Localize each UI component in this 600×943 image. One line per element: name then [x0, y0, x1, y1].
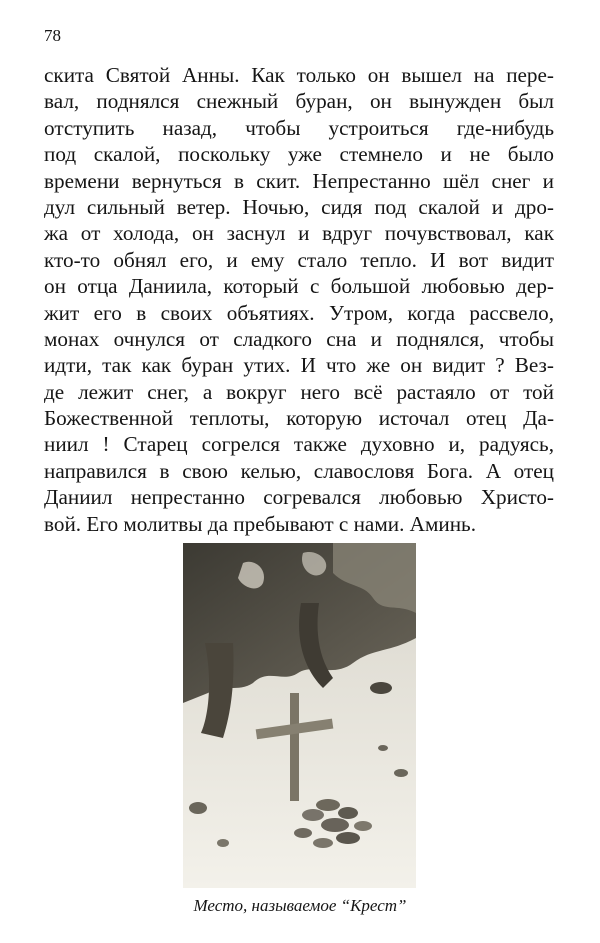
- text-line: идти, так как буран утих. И что же он видит ? Вез-: [44, 353, 554, 378]
- text-line: под скалой, поскольку уже стемнело и не было: [44, 142, 554, 167]
- page-number: 78: [44, 26, 61, 45]
- text-line: монах очнулся от сладкого сна и поднялся, чтобы: [44, 326, 554, 351]
- text-line: Божественной теплоты, которую источал отец Да-: [44, 406, 554, 431]
- text-line: дул сильный ветер. Ночью, сидя под скалой и дро-: [44, 194, 554, 219]
- text-line: жит его в своих объятиях. Утром, когда рассвело,: [44, 300, 554, 325]
- text-line: направился в свою келью, славословя Бога. А отец: [44, 458, 554, 483]
- text-line: вой. Его молитвы да пребывают с нами. Аминь.: [44, 511, 477, 536]
- text-line: отступить назад, чтобы устроиться где-нибудь: [44, 115, 554, 140]
- text-line: де лежит снег, а вокруг него всё растаяло от той: [44, 379, 554, 404]
- text-line: вал, поднялся снежный буран, он вынужден был: [44, 89, 554, 114]
- text-line: он отца Даниила, который с большой любовью дер-: [44, 274, 554, 299]
- text-line: скита Святой Анны. Как только он вышел на пере-: [44, 63, 554, 87]
- body-text: [44, 62, 554, 537]
- text-line: ниил ! Старец согрелся также духовно и, радуясь,: [44, 432, 554, 457]
- photo-caption: Место, называемое “Крест”: [193, 896, 407, 915]
- text-line: времени вернуться в скит. Непрестанно шёл снег и: [44, 168, 554, 193]
- text-line: кто-то обнял его, и ему стало тепло. И вот видит: [44, 247, 554, 272]
- photo-cross-in-snow: [183, 543, 416, 888]
- text-line: жа от холода, он заснул и вдруг почувствовал, как: [44, 221, 554, 246]
- text-line: Даниил непрестанно согревался любовью Христо-: [44, 485, 554, 510]
